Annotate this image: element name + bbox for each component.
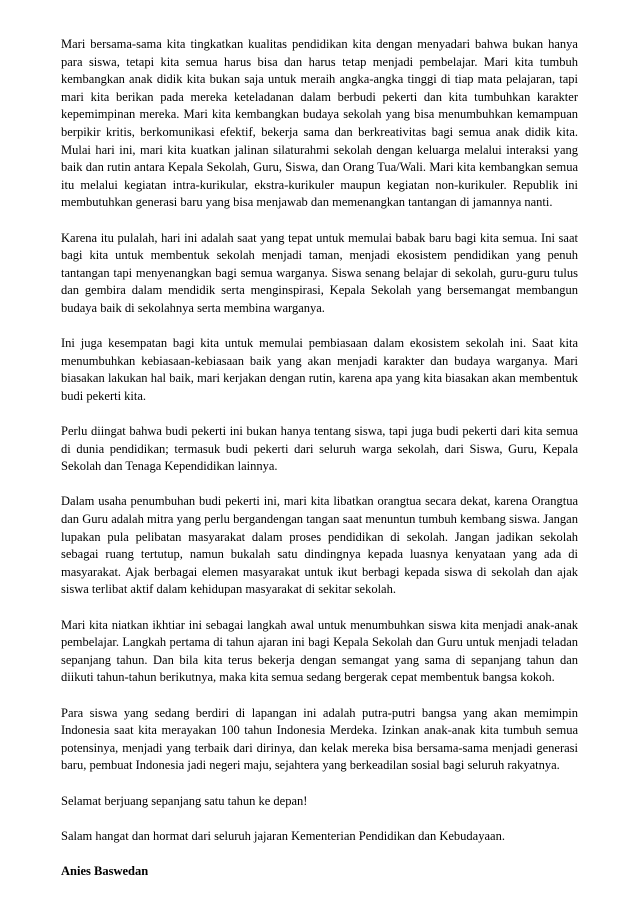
signature: Anies Baswedan — [61, 863, 149, 878]
paragraph-8: Selamat berjuang sepanjang satu tahun ke depan! — [61, 793, 308, 808]
document-page — [61, 36, 578, 893]
paragraph-7: Para siswa yang sedang berdiri di lapangan ini adalah putra-putri bangsa yang akan memimpin Indonesia saat kita merayakan 100 tahun Indonesia Merdeka. Izinkan anak-anak kita tumbuh semua potensinya, menjadi yang terbaik dari dirinya, dan kelak mereka bisa bersama-sama menjadi generasi baru, pembuat Indonesia jadi negeri maju, sejahtera yang berkeadilan sosial bagi seluruh rakyatnya. — [61, 705, 578, 773]
paragraph-5: Dalam usaha penumbuhan budi pekerti ini, mari kita libatkan orangtua secara dekat, karena Orangtua dan Guru adalah mitra yang perlu bergandengan tangan saat menuntun tumbuh kembang siswa. Jangan lupakan pula pelibatan masyarakat dalam proses pendidikan di sekolah. Jangan jadikan sekolah sebagai ruang tertutup, namun bukalah satu dindingnya kepada luasnya kenyataan yang ada di masyarakat. Ajak berbagai elemen masyarakat untuk ikut berbagi kepada siswa di sekolah dan ajak siswa terlibat aktif dalam kehidupan masyarakat di sekitar sekolah. — [61, 494, 578, 597]
paragraph-1: Mari bersama-sama kita tingkatkan kualitas pendidikan kita dengan menyadari bahwa bukan hanya para siswa, tetapi kita semua harus bisa dan harus tetap menjadi pembelajar. Mari kita tumbuh kembangkan anak didik kita bukan saja untuk meraih angka-angka tinggi di tiap mata pelajaran, tapi mari kita berikan pada mereka keteladanan dalam berbudi pekerti dan kita tumbuhkan karakter kepemimpinan mereka. Mari kita kembangkan budaya sekolah yang bisa menumbuhkan kemampuan berpikir kritis, berkomunikasi efektif, bekerja sama dan berkreativitas bagi semua anak didik kita. Mulai hari ini, mari kita kuatkan jalinan silaturahmi sekolah dengan keluarga melalui interaksi yang baik dan rutin antara Kepala Sekolah, Guru, Siswa, dan Orang Tua/Wali. Mari kita kembangkan semua itu melalui kegiatan intra-kurikular, ekstra-kurikuler maupun kegiatan non-kurikuler. Republik ini membutuhkan generasi baru yang bisa menjawab dan memenangkan tantangan di jamannya nanti. — [61, 37, 578, 210]
paragraph-3: Ini juga kesempatan bagi kita untuk memulai pembiasaan dalam ekosistem sekolah ini. Saat kita menumbuhkan kebiasaan-kebiasaan baik yang akan menjadi karakter dan budaya warganya. Mari biasakan lakukan hal baik, mari kerjakan dengan rutin, karena apa yang kita biasakan akan membentuk budi pekerti kita. — [61, 336, 578, 403]
paragraph-4: Perlu diingat bahwa budi pekerti ini bukan hanya tentang siswa, tapi juga budi pekerti dari kita semua di dunia pendidikan; termasuk budi pekerti dari seluruh warga sekolah, dari Siswa, Guru, Kepala Sekolah dan Tenaga Kependidikan lainnya. — [61, 424, 578, 474]
paragraph-2: Karena itu pulalah, hari ini adalah saat yang tepat untuk memulai babak baru bagi kita semua. Ini saat bagi kita untuk membentuk sekolah menjadi taman, menjadi ekosistem pendidikan yang penuh tantangan tapi menyenangkan bagi semua warganya. Siswa senang belajar di sekolah, guru-guru tulus dan gembira dalam mendidik serta menginspirasi, Kepala Sekolah yang bersemangat membangun budaya baik di sekolahnya serta membina warganya. — [61, 230, 578, 315]
paragraph-9: Salam hangat dan hormat dari seluruh jajaran Kementerian Pendidikan dan Kebudayaan. — [61, 828, 505, 843]
paragraph-6: Mari kita niatkan ikhtiar ini sebagai langkah awal untuk menumbuhkan siswa kita menjadi anak-anak pembelajar. Langkah pertama di tahun ajaran ini bagi Kepala Sekolah dan Guru untuk menjadi teladan sepanjang tahun. Dan bila kita terus bekerja dengan semangat yang sama di sepanjang tahun dan diikuti tahun-tahun berikutnya, maka kita semua sedang bergerak cepat membentuk bangsa kokoh. — [61, 617, 578, 685]
